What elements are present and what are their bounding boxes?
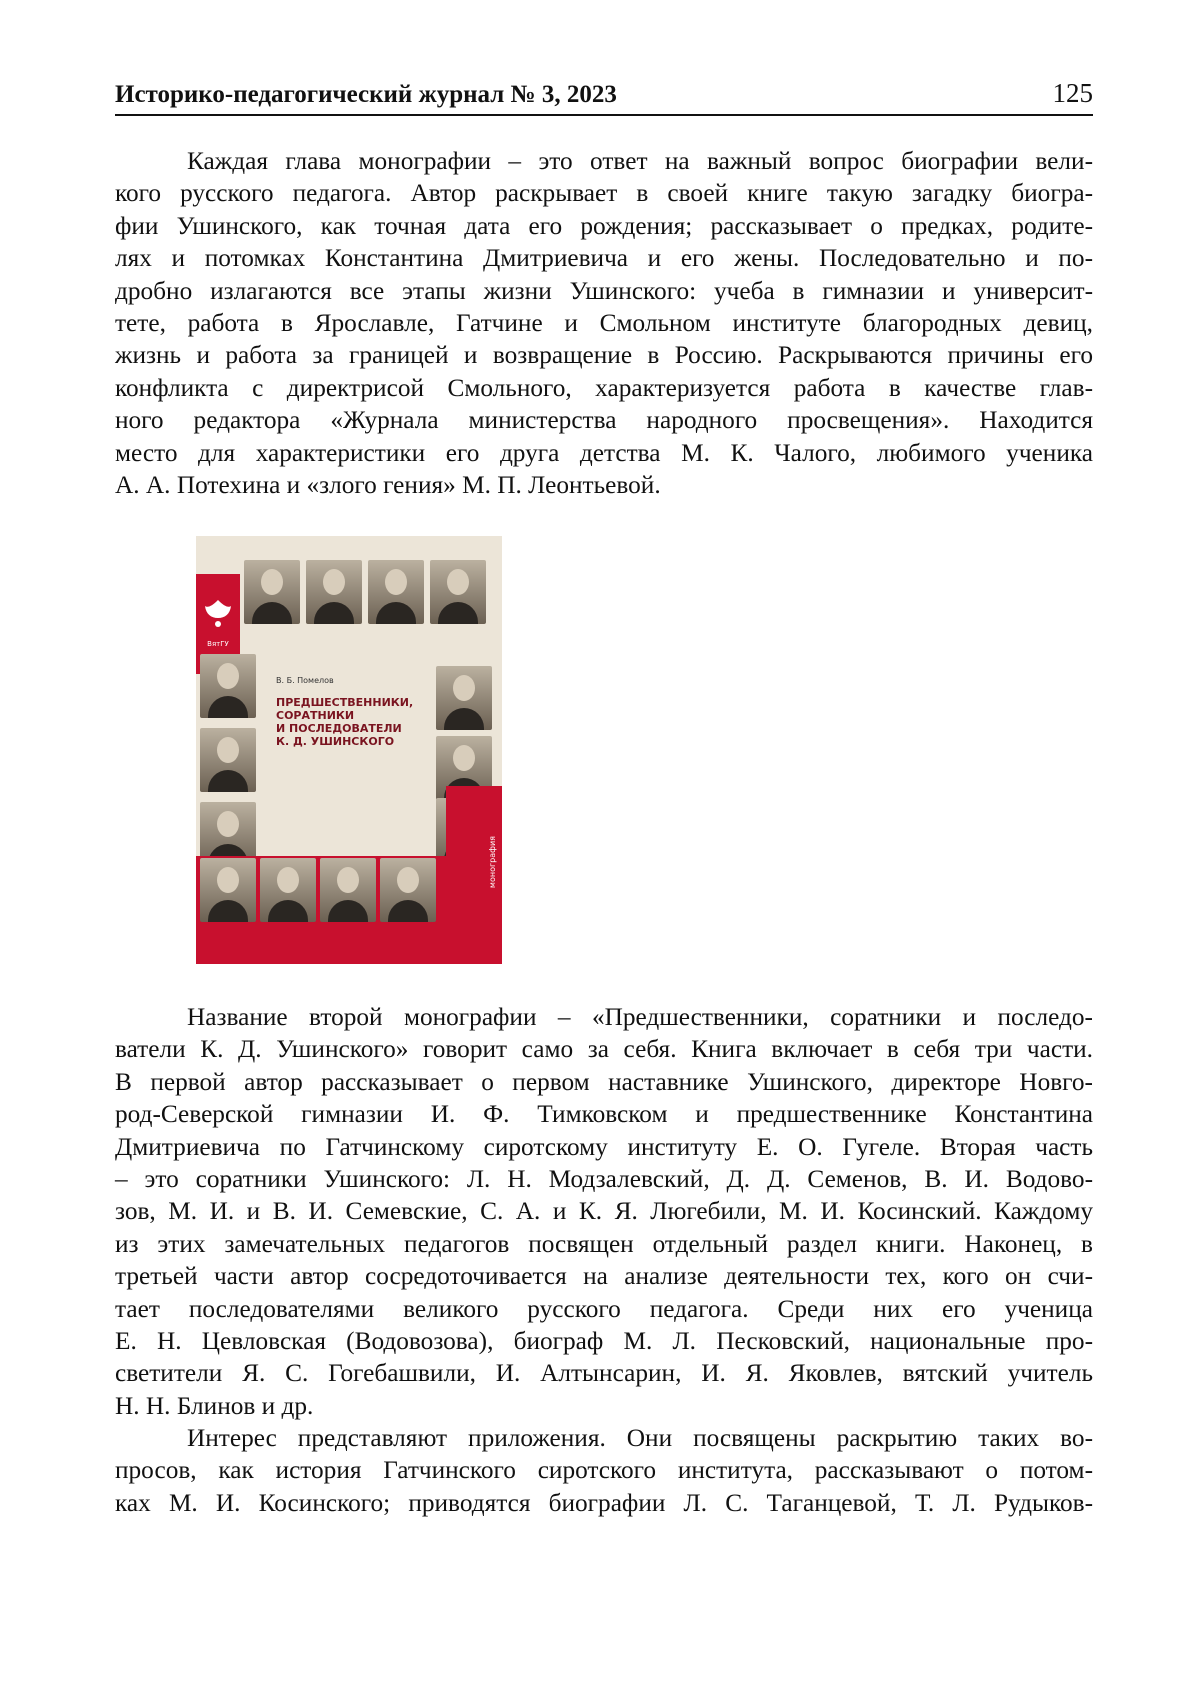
paragraph-chapters — [115, 145, 1093, 501]
cover-portrait — [200, 654, 256, 718]
cover-title-line: К. Д. УШИНСКОГО — [276, 735, 406, 748]
paragraph-appendices — [115, 1422, 1093, 1519]
text-line: тает последователями великого русского педагога. Среди них его ученица — [115, 1293, 1093, 1325]
text-line: конфликта с директрисой Смольного, характеризуется работа в качестве глав- — [115, 372, 1093, 404]
cover-portrait — [430, 560, 486, 624]
text-line: место для характеристики его друга детства М. К. Чалого, любимого ученика — [115, 437, 1093, 469]
text-line: род-Северской гимназии И. Ф. Тимковском и предшественнике Константина — [115, 1098, 1093, 1130]
cover-title-line: СОРАТНИКИ — [276, 709, 406, 722]
text-line: лях и потомках Константина Дмитриевича и его жены. Последовательно и по- — [115, 242, 1093, 274]
paragraph-second-monograph — [115, 1001, 1093, 1422]
cover-title — [276, 696, 406, 748]
cover-portrait — [320, 858, 376, 922]
cover-author: В. Б. Помелов — [276, 676, 334, 685]
text-line: из этих замечательных педагогов посвящен отдельный раздел книги. Наконец, в — [115, 1228, 1093, 1260]
journal-title: Историко-педагогический журнал № 3, 2023 — [115, 81, 617, 109]
cover-portrait — [380, 858, 436, 922]
cover-portrait — [368, 560, 424, 624]
text-line: Интерес представляют приложения. Они посвящены раскрытию таких во- — [115, 1422, 1093, 1454]
publisher-name: ВятГУ — [196, 640, 240, 648]
cover-title-line: ПРЕДШЕСТВЕННИКИ, — [276, 696, 406, 709]
cover-portrait — [306, 560, 362, 624]
page-header — [115, 74, 1093, 116]
text-line: просов, как история Гатчинского сиротского института, рассказывают о потом- — [115, 1454, 1093, 1486]
cover-portrait — [260, 858, 316, 922]
publisher-logo-icon — [202, 596, 234, 630]
text-line: жизнь и работа за границей и возвращение в Россию. Раскрываются причины его — [115, 339, 1093, 371]
text-line: Дмитриевича по Гатчинскому сиротскому институту Е. О. Гугеле. Вторая часть — [115, 1131, 1093, 1163]
cover-portrait — [244, 560, 300, 624]
cover-portrait — [200, 858, 256, 922]
book-cover-image — [196, 536, 502, 964]
cover-series-label: монография — [488, 836, 497, 888]
text-line: фии Ушинского, как точная дата его рождения; рассказывает о предках, родите- — [115, 210, 1093, 242]
text-line: Каждая глава монографии – это ответ на важный вопрос биографии вели- — [115, 145, 1093, 177]
text-line: А. А. Потехина и «злого гения» М. П. Леонтьевой. — [115, 469, 1093, 501]
text-line: Н. Н. Блинов и др. — [115, 1390, 1093, 1422]
page-number: 125 — [1053, 78, 1094, 109]
text-line: тете, работа в Ярославле, Гатчине и Смольном институте благородных девиц, — [115, 307, 1093, 339]
text-line: ватели К. Д. Ушинского» говорит само за себя. Книга включает в себя три части. — [115, 1033, 1093, 1065]
text-line: Е. Н. Цевловская (Водовозова), биограф М. Л. Песковский, национальные про- — [115, 1325, 1093, 1357]
cover-title-line: И ПОСЛЕДОВАТЕЛИ — [276, 722, 406, 735]
text-line: светители Я. С. Гогебашвили, И. Алтынсарин, И. Я. Яковлев, вятский учитель — [115, 1357, 1093, 1389]
text-line: ного редактора «Журнала министерства народного просвещения». Находится — [115, 404, 1093, 436]
text-line: – это соратники Ушинского: Л. Н. Модзалевский, Д. Д. Семенов, В. И. Водово- — [115, 1163, 1093, 1195]
text-line: дробно излагаются все этапы жизни Ушинского: учеба в гимназии и университ- — [115, 275, 1093, 307]
cover-portrait — [436, 666, 492, 730]
text-line: В первой автор рассказывает о первом наставнике Ушинского, директоре Новго- — [115, 1066, 1093, 1098]
text-line: зов, М. И. и В. И. Семевские, С. А. и К. Я. Люгебили, М. И. Косинский. Каждому — [115, 1195, 1093, 1227]
text-line: ках М. И. Косинского; приводятся биографии Л. С. Таганцевой, Т. Л. Рудыков- — [115, 1487, 1093, 1519]
text-line: кого русского педагога. Автор раскрывает в своей книге такую загадку биогра- — [115, 177, 1093, 209]
text-line: Название второй монографии – «Предшественники, соратники и последо- — [115, 1001, 1093, 1033]
text-line: третьей части автор сосредоточивается на анализе деятельности тех, кого он счи- — [115, 1260, 1093, 1292]
cover-portrait — [200, 728, 256, 792]
